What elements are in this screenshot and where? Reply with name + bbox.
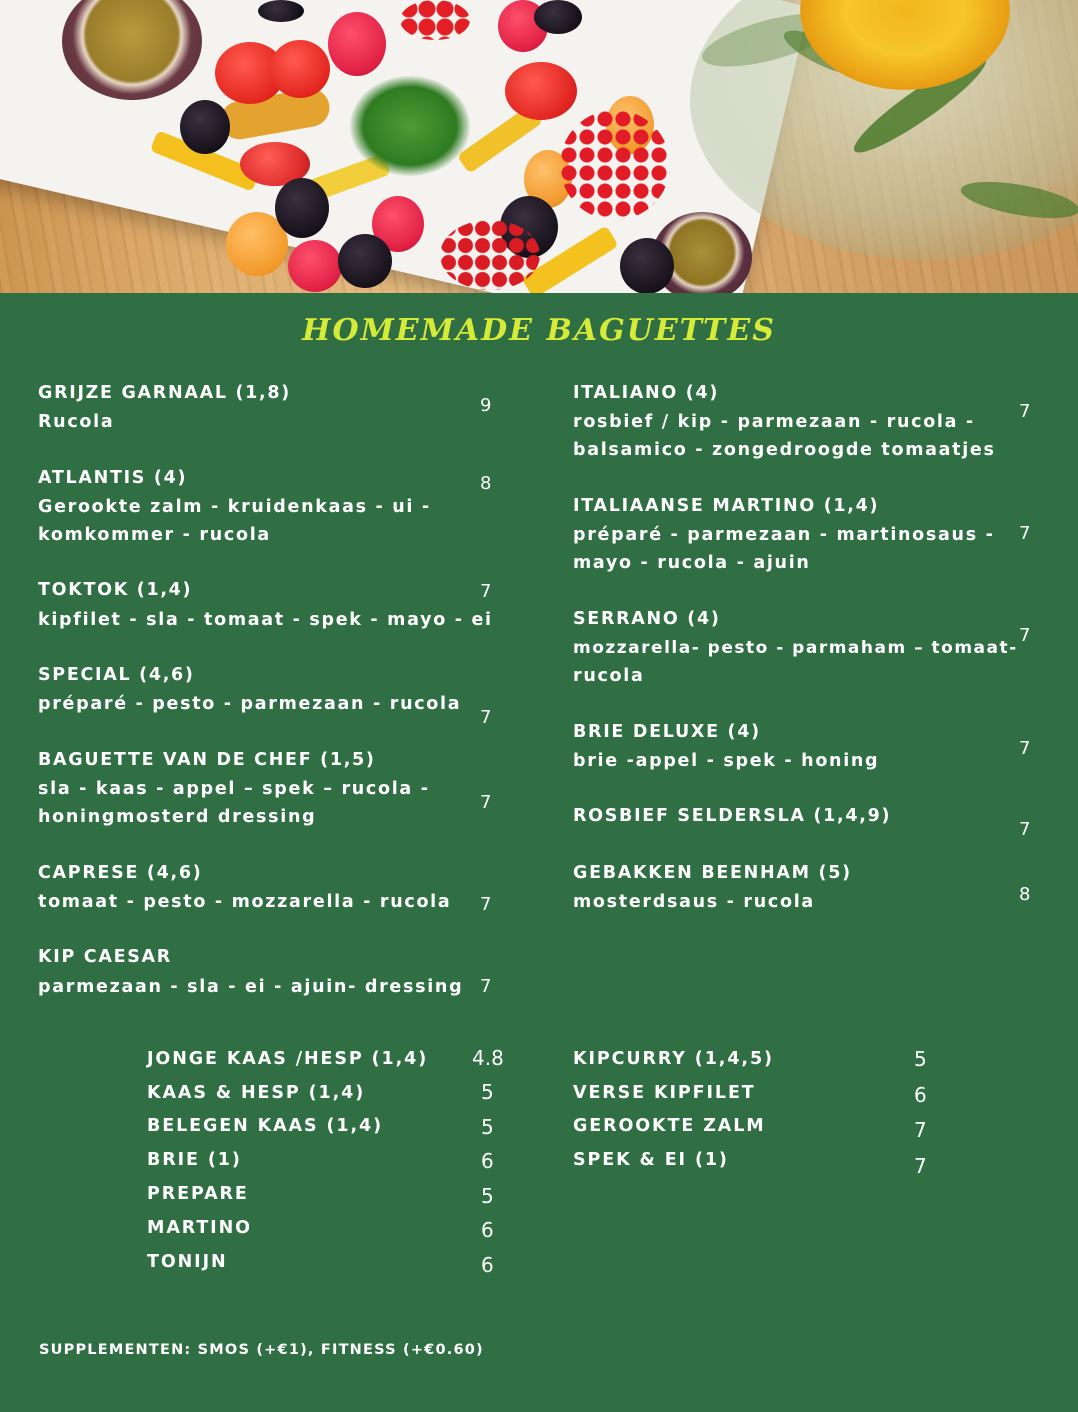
simple-item-price: 4.8 (472, 1046, 504, 1070)
menu-item-name: ATLANTIS (4) (38, 468, 188, 488)
supplements-note: SUPPLEMENTEN: SMOS (+€1), FITNESS (+€0.60) (39, 1342, 484, 1358)
menu-item-desc: préparé - pesto - parmezaan - rucola (38, 694, 462, 714)
menu-item-desc: mozzarella- pesto - parmaham – tomaat- (573, 638, 1018, 658)
menu-item-desc: Rucola (38, 412, 115, 432)
menu-item-price: 7 (1019, 819, 1031, 840)
menu-item-name: ITALIANO (4) (573, 383, 720, 403)
menu-item-desc: mosterdsaus - rucola (573, 892, 815, 912)
simple-item-price: 7 (914, 1118, 927, 1142)
menu-item-desc: brie -appel - spek - honing (573, 751, 880, 771)
menu-item-name: SPECIAL (4,6) (38, 665, 195, 685)
menu-item-desc: tomaat - pesto - mozzarella - rucola (38, 892, 452, 912)
simple-item-price: 6 (481, 1149, 494, 1173)
simple-item-price: 5 (481, 1080, 494, 1104)
simple-item-price: 6 (481, 1218, 494, 1242)
simple-item-price: 5 (481, 1184, 494, 1208)
menu-item-desc: parmezaan - sla - ei - ajuin- dressing (38, 977, 464, 997)
menu-item-price: 7 (1019, 738, 1031, 759)
menu-item-desc: honingmosterd dressing (38, 807, 317, 827)
menu-item-price: 8 (480, 473, 492, 494)
simple-item-name: MARTINO (147, 1218, 252, 1238)
menu-item-price: 7 (1019, 625, 1031, 646)
simple-item-price: 7 (914, 1154, 927, 1178)
menu-item-name: BAGUETTE VAN DE CHEF (1,5) (38, 750, 376, 770)
simple-item-name: BELEGEN KAAS (1,4) (147, 1116, 383, 1136)
menu-item-name: GRIJZE GARNAAL (1,8) (38, 383, 291, 403)
menu-item-price: 7 (1019, 523, 1031, 544)
menu-item-desc: sla - kaas - appel – spek – rucola - (38, 779, 430, 799)
simple-item-name: KIPCURRY (1,4,5) (573, 1049, 774, 1069)
simple-item-name: PREPARE (147, 1184, 249, 1204)
menu-item-desc: balsamico - zongedroogde tomaatjes (573, 440, 996, 460)
menu-item-name: TOKTOK (1,4) (38, 580, 193, 600)
menu-item-desc: Gerookte zalm - kruidenkaas - ui - (38, 497, 431, 517)
simple-item-price: 6 (481, 1253, 494, 1277)
simple-item-name: BRIE (1) (147, 1150, 242, 1170)
simple-item-price: 5 (914, 1047, 927, 1071)
menu-item-name: SERRANO (4) (573, 609, 721, 629)
simple-item-name: KAAS & HESP (1,4) (147, 1083, 366, 1103)
menu-item-price: 7 (480, 894, 492, 915)
simple-item-price: 5 (481, 1115, 494, 1139)
menu-item-price: 7 (480, 707, 492, 728)
menu-item-price: 9 (480, 395, 492, 416)
simple-item-name: VERSE KIPFILET (573, 1083, 756, 1103)
menu-item-desc: kipfilet - sla - tomaat - spek - mayo - ei (38, 610, 493, 630)
menu-item-name: ITALIAANSE MARTINO (1,4) (573, 496, 880, 516)
hero-fruit-photo (0, 0, 1078, 293)
menu-item-name: KIP CAESAR (38, 947, 172, 967)
menu-item-price: 8 (1019, 884, 1031, 905)
simple-item-name: TONIJN (147, 1252, 228, 1272)
menu-item-price: 7 (480, 792, 492, 813)
menu-item-desc: rucola (573, 666, 645, 686)
simple-item-name: SPEK & EI (1) (573, 1150, 729, 1170)
menu-item-desc: préparé - parmezaan - martinosaus - (573, 525, 995, 545)
menu-item-desc: komkommer - rucola (38, 525, 271, 545)
menu-item-name: BRIE DELUXE (4) (573, 722, 761, 742)
menu-title: HOMEMADE BAGUETTES (302, 313, 776, 348)
menu-item-desc: mayo - rucola - ajuin (573, 553, 811, 573)
menu-item-name: GEBAKKEN BEENHAM (5) (573, 863, 852, 883)
simple-item-name: JONGE KAAS /HESP (1,4) (147, 1049, 429, 1069)
simple-item-price: 6 (914, 1083, 927, 1107)
menu-item-price: 7 (1019, 401, 1031, 422)
menu-item-name: ROSBIEF SELDERSLA (1,4,9) (573, 806, 892, 826)
menu-item-desc: rosbief / kip - parmezaan - rucola - (573, 412, 975, 432)
menu-item-name: CAPRESE (4,6) (38, 863, 203, 883)
menu-item-price: 7 (480, 976, 492, 997)
simple-item-name: GEROOKTE ZALM (573, 1116, 766, 1136)
menu-item-price: 7 (480, 581, 492, 602)
